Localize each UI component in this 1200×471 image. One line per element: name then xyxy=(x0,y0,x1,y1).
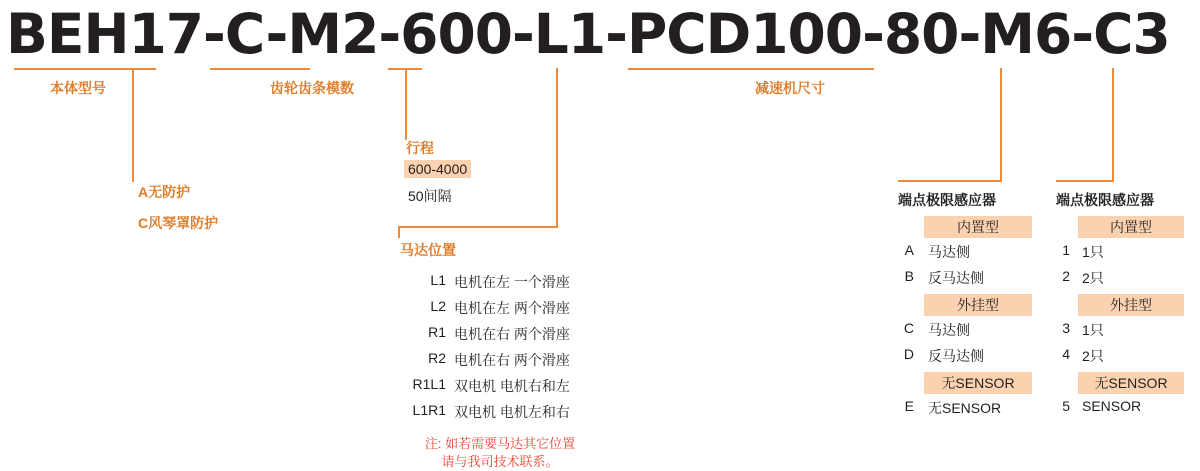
motor-code-2: R1 xyxy=(428,324,446,340)
sensor-right-code-3: 3 xyxy=(1062,320,1070,336)
sensor-left-code-c: C xyxy=(903,320,914,336)
sensor-left-group3-title: 无SENSOR xyxy=(924,372,1032,394)
sensor-right-code-1: 1 xyxy=(1062,242,1070,258)
leader-line-sensor-left-vertical xyxy=(1000,68,1002,180)
sensor-right-code-4: 4 xyxy=(1062,346,1070,362)
sensor-right-code-2: 2 xyxy=(1062,268,1070,284)
motor-desc-2: 电机在右 两个滑座 xyxy=(454,326,570,342)
sensor-right-desc-1: 1只 xyxy=(1082,244,1104,260)
sensor-left-code-d: D xyxy=(903,346,914,362)
sensor-right-group3-title: 无SENSOR xyxy=(1078,372,1184,394)
sensor-left-desc-a: 马达侧 xyxy=(928,244,970,260)
sensor-left-desc-e: 无SENSOR xyxy=(928,400,1002,416)
sensor-right-desc-3: 1只 xyxy=(1082,322,1104,338)
label-sensor-right: 端点极限感应器 xyxy=(1056,192,1154,208)
sensor-right-group1-title: 内置型 xyxy=(1078,216,1184,238)
motor-code-0: L1 xyxy=(430,272,446,288)
leader-line-reducer xyxy=(628,68,874,70)
sensor-right-desc-4: 2只 xyxy=(1082,348,1104,364)
leader-line-body-model xyxy=(14,68,134,70)
sensor-left-group2-title: 外挂型 xyxy=(924,294,1032,316)
sensor-left-desc-b: 反马达侧 xyxy=(928,270,984,286)
label-stroke: 行程 xyxy=(406,140,434,156)
sensor-left-desc-c: 马达侧 xyxy=(928,322,970,338)
stroke-range: 600-4000 xyxy=(404,160,471,178)
stroke-interval: 50间隔 xyxy=(408,188,452,204)
label-motor-position: 马达位置 xyxy=(400,242,456,258)
leader-line-sensor-right-vertical xyxy=(1112,68,1114,180)
motor-desc-3: 电机在右 两个滑座 xyxy=(454,352,570,368)
protection-option-c: C风琴罩防护 xyxy=(138,215,219,231)
sensor-left-code-b: B xyxy=(904,268,914,284)
motor-desc-4: 双电机 电机右和左 xyxy=(454,378,570,394)
motor-desc-1: 电机在左 两个滑座 xyxy=(454,300,570,316)
leader-line-stroke-vertical xyxy=(405,68,407,140)
motor-desc-5: 双电机 电机左和右 xyxy=(454,404,570,420)
leader-line-stroke-top xyxy=(388,68,422,70)
motor-desc-0: 电机在左 一个滑座 xyxy=(454,274,570,290)
sensor-right-code-5: 5 xyxy=(1062,398,1070,414)
sensor-left-code-e: E xyxy=(904,398,914,414)
protection-option-a: A无防护 xyxy=(138,184,191,200)
label-body-model: 本体型号 xyxy=(50,80,106,96)
sensor-left-desc-d: 反马达侧 xyxy=(928,348,984,364)
leader-line-protection-vertical xyxy=(132,68,134,182)
part-number: BEH17-C-M2-600-L1-PCD100-80-M6-C3 xyxy=(6,2,1170,66)
motor-note-line2: 请与我司技术联系。 xyxy=(441,454,559,469)
motor-code-1: L2 xyxy=(430,298,446,314)
sensor-right-desc-2: 2只 xyxy=(1082,270,1104,286)
leader-line-motor-horizontal xyxy=(398,226,558,228)
label-reducer-size: 减速机尺寸 xyxy=(755,80,825,96)
motor-code-4: R1L1 xyxy=(412,376,446,392)
motor-code-5: L1R1 xyxy=(412,402,446,418)
leader-line-protection-top xyxy=(132,68,156,70)
sensor-right-group2-title: 外挂型 xyxy=(1078,294,1184,316)
motor-note-line1: 注: 如若需要马达其它位置 xyxy=(424,436,576,451)
label-gear-rack-module: 齿轮齿条模数 xyxy=(270,80,354,96)
motor-code-3: R2 xyxy=(428,350,446,366)
leader-line-gear-module xyxy=(210,68,310,70)
leader-line-sensor-right-horizontal xyxy=(1056,180,1114,182)
leader-line-motor-vertical xyxy=(556,68,558,228)
sensor-left-group1-title: 内置型 xyxy=(924,216,1032,238)
leader-line-sensor-left-horizontal xyxy=(898,180,1002,182)
label-sensor-left: 端点极限感应器 xyxy=(898,192,996,208)
leader-line-motor-drop xyxy=(398,226,400,238)
sensor-right-desc-5: SENSOR xyxy=(1082,398,1142,414)
sensor-left-code-a: A xyxy=(904,242,914,258)
